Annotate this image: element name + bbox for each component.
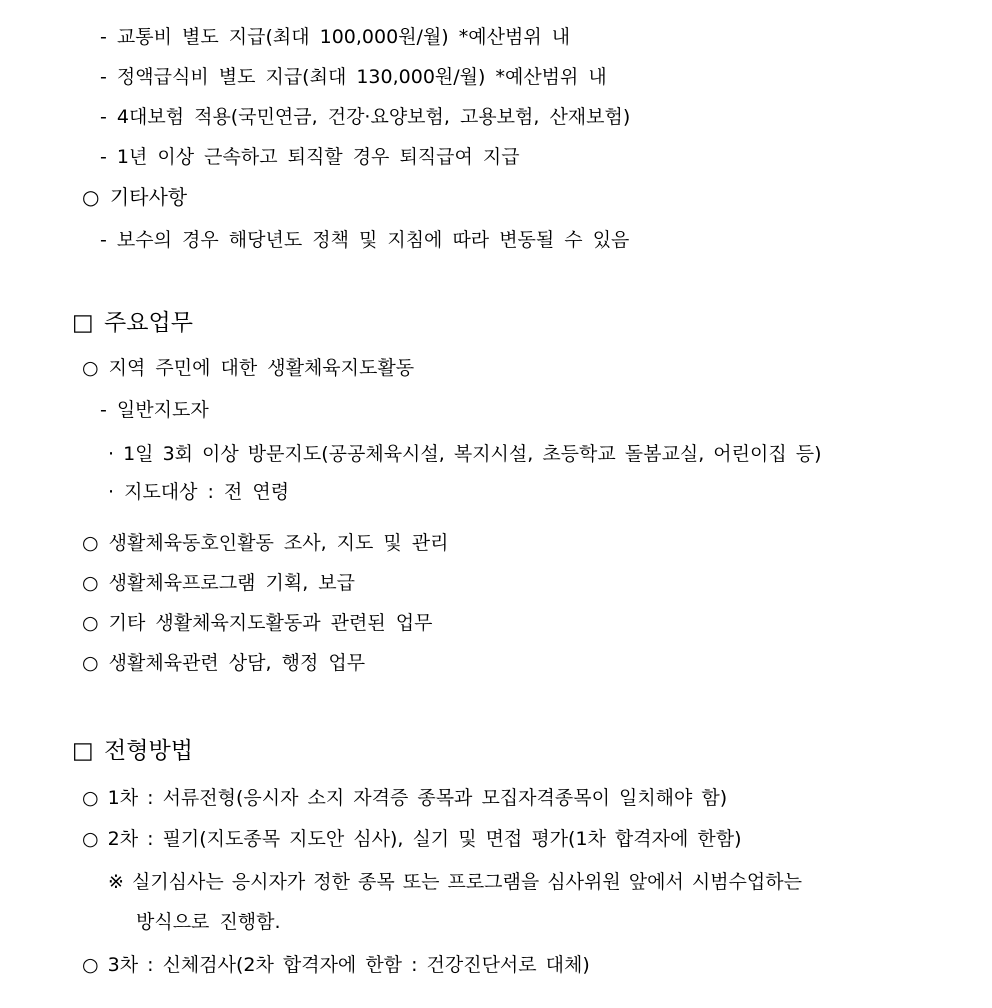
circle-marker: ○: [82, 185, 100, 209]
list-item: [100, 397, 209, 423]
item-text: 지도대상 : 전 연령: [124, 481, 290, 503]
item-text: 정액급식비 별도 지급(최대 130,000원/월) *예산범위 내: [116, 66, 607, 88]
list-item: [100, 104, 630, 130]
item-text: 생활체육관련 상담, 행정 업무: [108, 652, 366, 674]
item-text: 지역 주민에 대한 생활체육지도활동: [108, 357, 415, 379]
circle-marker: ○: [82, 787, 99, 809]
list-item: [100, 24, 570, 50]
note-line: [136, 909, 281, 935]
dot-marker: ·: [108, 481, 115, 503]
list-item: [82, 570, 355, 596]
item-text: 1차 : 서류전형(응시자 소지 자격증 종목과 모집자격종목이 일치해야 함): [107, 787, 728, 809]
item-text: 생활체육프로그램 기획, 보급: [108, 572, 356, 594]
item-text: 1년 이상 근속하고 퇴직할 경우 퇴직급여 지급: [116, 146, 520, 168]
item-text: 기타 생활체육지도활동과 관련된 업무: [108, 612, 433, 634]
dash-marker: -: [100, 26, 107, 48]
square-marker: □: [72, 738, 94, 764]
item-text: 교통비 별도 지급(최대 100,000원/월) *예산범위 내: [116, 26, 571, 48]
list-item: [82, 530, 449, 556]
list-item: [100, 227, 629, 253]
circle-marker: ○: [82, 612, 99, 634]
circle-marker: ○: [82, 532, 99, 554]
list-item: [100, 144, 520, 170]
note-text: 방식으로 진행함.: [136, 911, 281, 933]
circle-marker: ○: [82, 357, 99, 379]
item-text: 4대보험 적용(국민연금, 건강·요양보험, 고용보험, 산재보험): [116, 106, 631, 128]
section-heading-selection: [72, 736, 193, 766]
list-item: [82, 610, 432, 636]
dash-marker: -: [100, 66, 107, 88]
item-text: 1일 3회 이상 방문지도(공공체육시설, 복지시설, 초등학교 돌봄교실, 어린이집 등): [123, 443, 822, 465]
section-heading-duties: [72, 308, 193, 338]
misc-title: [82, 184, 187, 210]
item-text: 보수의 경우 해당년도 정책 및 지침에 따라 변동될 수 있음: [116, 229, 630, 251]
circle-marker: ○: [82, 954, 99, 976]
note-text: 실기심사는 응시자가 정한 종목 또는 프로그램을 심사위원 앞에서 시범수업하는: [131, 871, 802, 893]
dash-marker: -: [100, 229, 107, 251]
list-item: [108, 479, 289, 505]
dash-marker: -: [100, 399, 107, 421]
circle-marker: ○: [82, 572, 99, 594]
list-item: [82, 952, 590, 978]
item-text: 생활체육동호인활동 조사, 지도 및 관리: [108, 532, 449, 554]
item-text: 일반지도자: [116, 399, 209, 421]
list-item: [82, 785, 727, 811]
list-item: [82, 650, 365, 676]
circle-marker: ○: [82, 652, 99, 674]
heading-text: 전형방법: [104, 738, 193, 764]
list-item: [100, 64, 607, 90]
note-line: [108, 869, 802, 895]
misc-title-text: 기타사항: [109, 185, 188, 209]
square-marker: □: [72, 310, 94, 336]
list-item: [82, 826, 742, 852]
list-item: [108, 441, 822, 467]
heading-text: 주요업무: [104, 310, 193, 336]
dash-marker: -: [100, 106, 107, 128]
item-text: 2차 : 필기(지도종목 지도안 심사), 실기 및 면접 평가(1차 합격자에 한함): [107, 828, 742, 850]
note-marker: ※: [108, 871, 124, 893]
item-text: 3차 : 신체검사(2차 합격자에 한함 : 건강진단서로 대체): [107, 954, 590, 976]
list-item: [82, 355, 414, 381]
circle-marker: ○: [82, 828, 99, 850]
dot-marker: ·: [108, 443, 115, 465]
dash-marker: -: [100, 146, 107, 168]
